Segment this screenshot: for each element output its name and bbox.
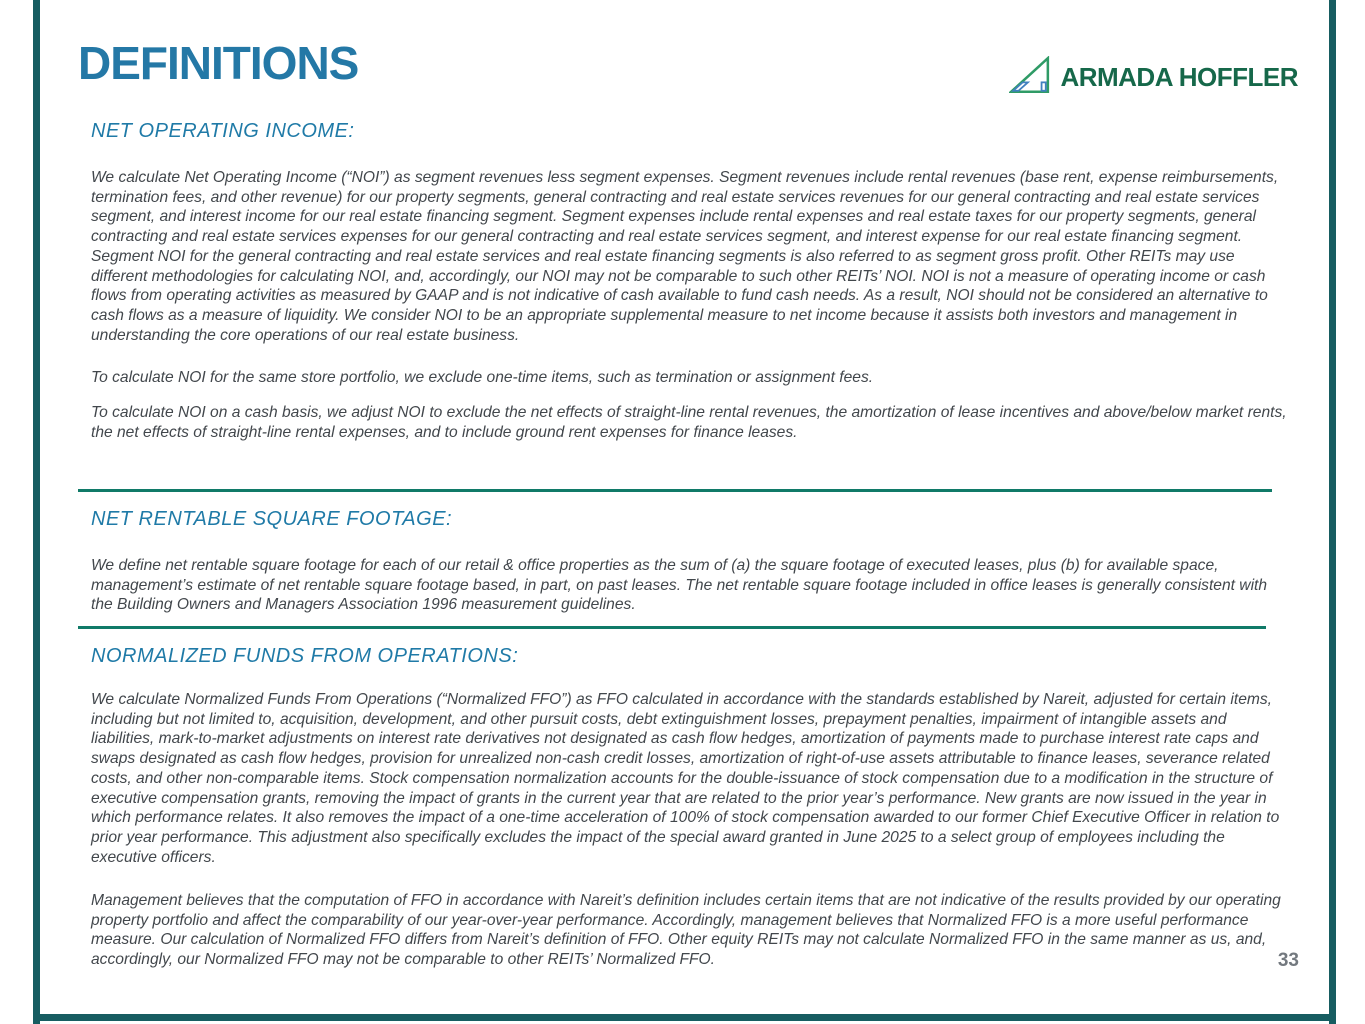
page-title: DEFINITIONS <box>78 37 359 89</box>
section-divider <box>78 489 1272 492</box>
frame-right-bar <box>1329 0 1336 1024</box>
section-heading-normalized-ffo: NORMALIZED FUNDS FROM OPERATIONS: <box>91 645 519 667</box>
sail-icon <box>1009 56 1051 99</box>
paragraph-normalized-ffo-management: Management believes that the computation of FFO in accordance with Nareit’s definition includes certain items that are not indicative of the results provided by our operating property portfolio and affect the comparability of our year-over-year performance. Accordingly, management believes that Normalized FFO is a more useful performance measure. Our calculation of Normalized FFO differs from Nareit’s definition of FFO. Other equity REITs may not calculate Normalized FFO in the same manner as us, and, accordingly, our Normalized FFO may not be comparable to other REITs’ Normalized FFO. <box>91 892 1281 969</box>
paragraph-normalized-ffo-definition: We calculate Normalized Funds From Operations (“Normalized FFO”) as FFO calculated in accordance with the standards established by Nareit, adjusted for certain items, including but not limited to, acquisition, development, and other pursuit costs, debt extinguishment losses, prepayment penalties, impairment of intangible assets and liabilities, mark-to-market adjustments on interest rate derivatives not designated as cash flow hedges, amortization of payments made to purchase interest rate caps and swaps designated as cash flow hedges, provision for unrealized non-cash credit losses, amortization of right-of-use assets attributable to finance leases, severance related costs, and other non-comparable items. Stock compensation normalization accounts for the double-issuance of stock compensation due to a modification in the structure of executive compensation grants, removing the impact of grants in the current year that are related to the prior year’s performance. New grants are now issued in the year in which performance relates. It also removes the impact of a one-time acceleration of 100% of stock compensation awarded to our former Chief Executive Officer in relation to prior year performance. This adjustment also specifically excludes the impact of the special award granted in June 2025 to a select group of employees including the executive officers. <box>91 691 1280 866</box>
section-heading-net-rentable-square-footage: NET RENTABLE SQUARE FOOTAGE: <box>91 508 453 530</box>
paragraph-net-rentable-definition: We define net rentable square footage for each of our retail & office properties as the sum of (a) the square footage of executed leases, plus (b) for available space, management’s estimate of net rentable square footage based, in part, on past leases. The net rentable square footage included in office leases is generally consistent with the Building Owners and Managers Association 1996 measurement guidelines. <box>91 557 1268 614</box>
paragraph-noi-cash-basis: To calculate NOI on a cash basis, we adjust NOI to exclude the net effects of straight-line rental revenues, the amortization of lease incentives and above/below market rents, the net effects of straight-line rental expenses, and to include ground rent expenses for finance leases. <box>91 404 1287 441</box>
armada-hoffler-logo <box>1009 56 1298 99</box>
paragraph-noi-same-store: To calculate NOI for the same store portfolio, we exclude one-time items, such as termination or assignment fees. <box>91 369 874 386</box>
paragraph-noi-definition: We calculate Net Operating Income (“NOI”) as segment revenues less segment expenses. Segment revenues include rental revenues (base rent, expense reimbursements, termination fees, and other revenue) for our property segments, general contracting and real estate services revenues for our general contracting and real estate services segment, and interest income for our real estate financing segment. Segment expenses include rental expenses and real estate taxes for our property segments, general contracting and real estate services expenses for our general contracting and real estate services segment, and interest expense for our real estate financing segment. Segment NOI for the general contracting and real estate services and real estate financing segments is also referred to as segment gross profit. Other REITs may use different methodologies for calculating NOI, and, accordingly, our NOI may not be comparable to such other REITs’ NOI. NOI is not a measure of operating income or cash flows from operating activities as measured by GAAP and is not indicative of cash available to fund cash needs. As a result, NOI should not be considered an alternative to cash flows as a measure of liquidity. We consider NOI to be an appropriate supplemental measure to net income because it assists both investors and management in understanding the core operations of our real estate business. <box>91 169 1279 344</box>
frame-left-bar <box>33 0 40 1024</box>
frame-bottom-bar <box>33 1014 1336 1021</box>
section-heading-net-operating-income: NET OPERATING INCOME: <box>91 120 355 142</box>
page-number: 33 <box>1277 950 1299 971</box>
section-divider <box>78 626 1266 629</box>
logo-text: ARMADA HOFFLER <box>1060 62 1298 92</box>
